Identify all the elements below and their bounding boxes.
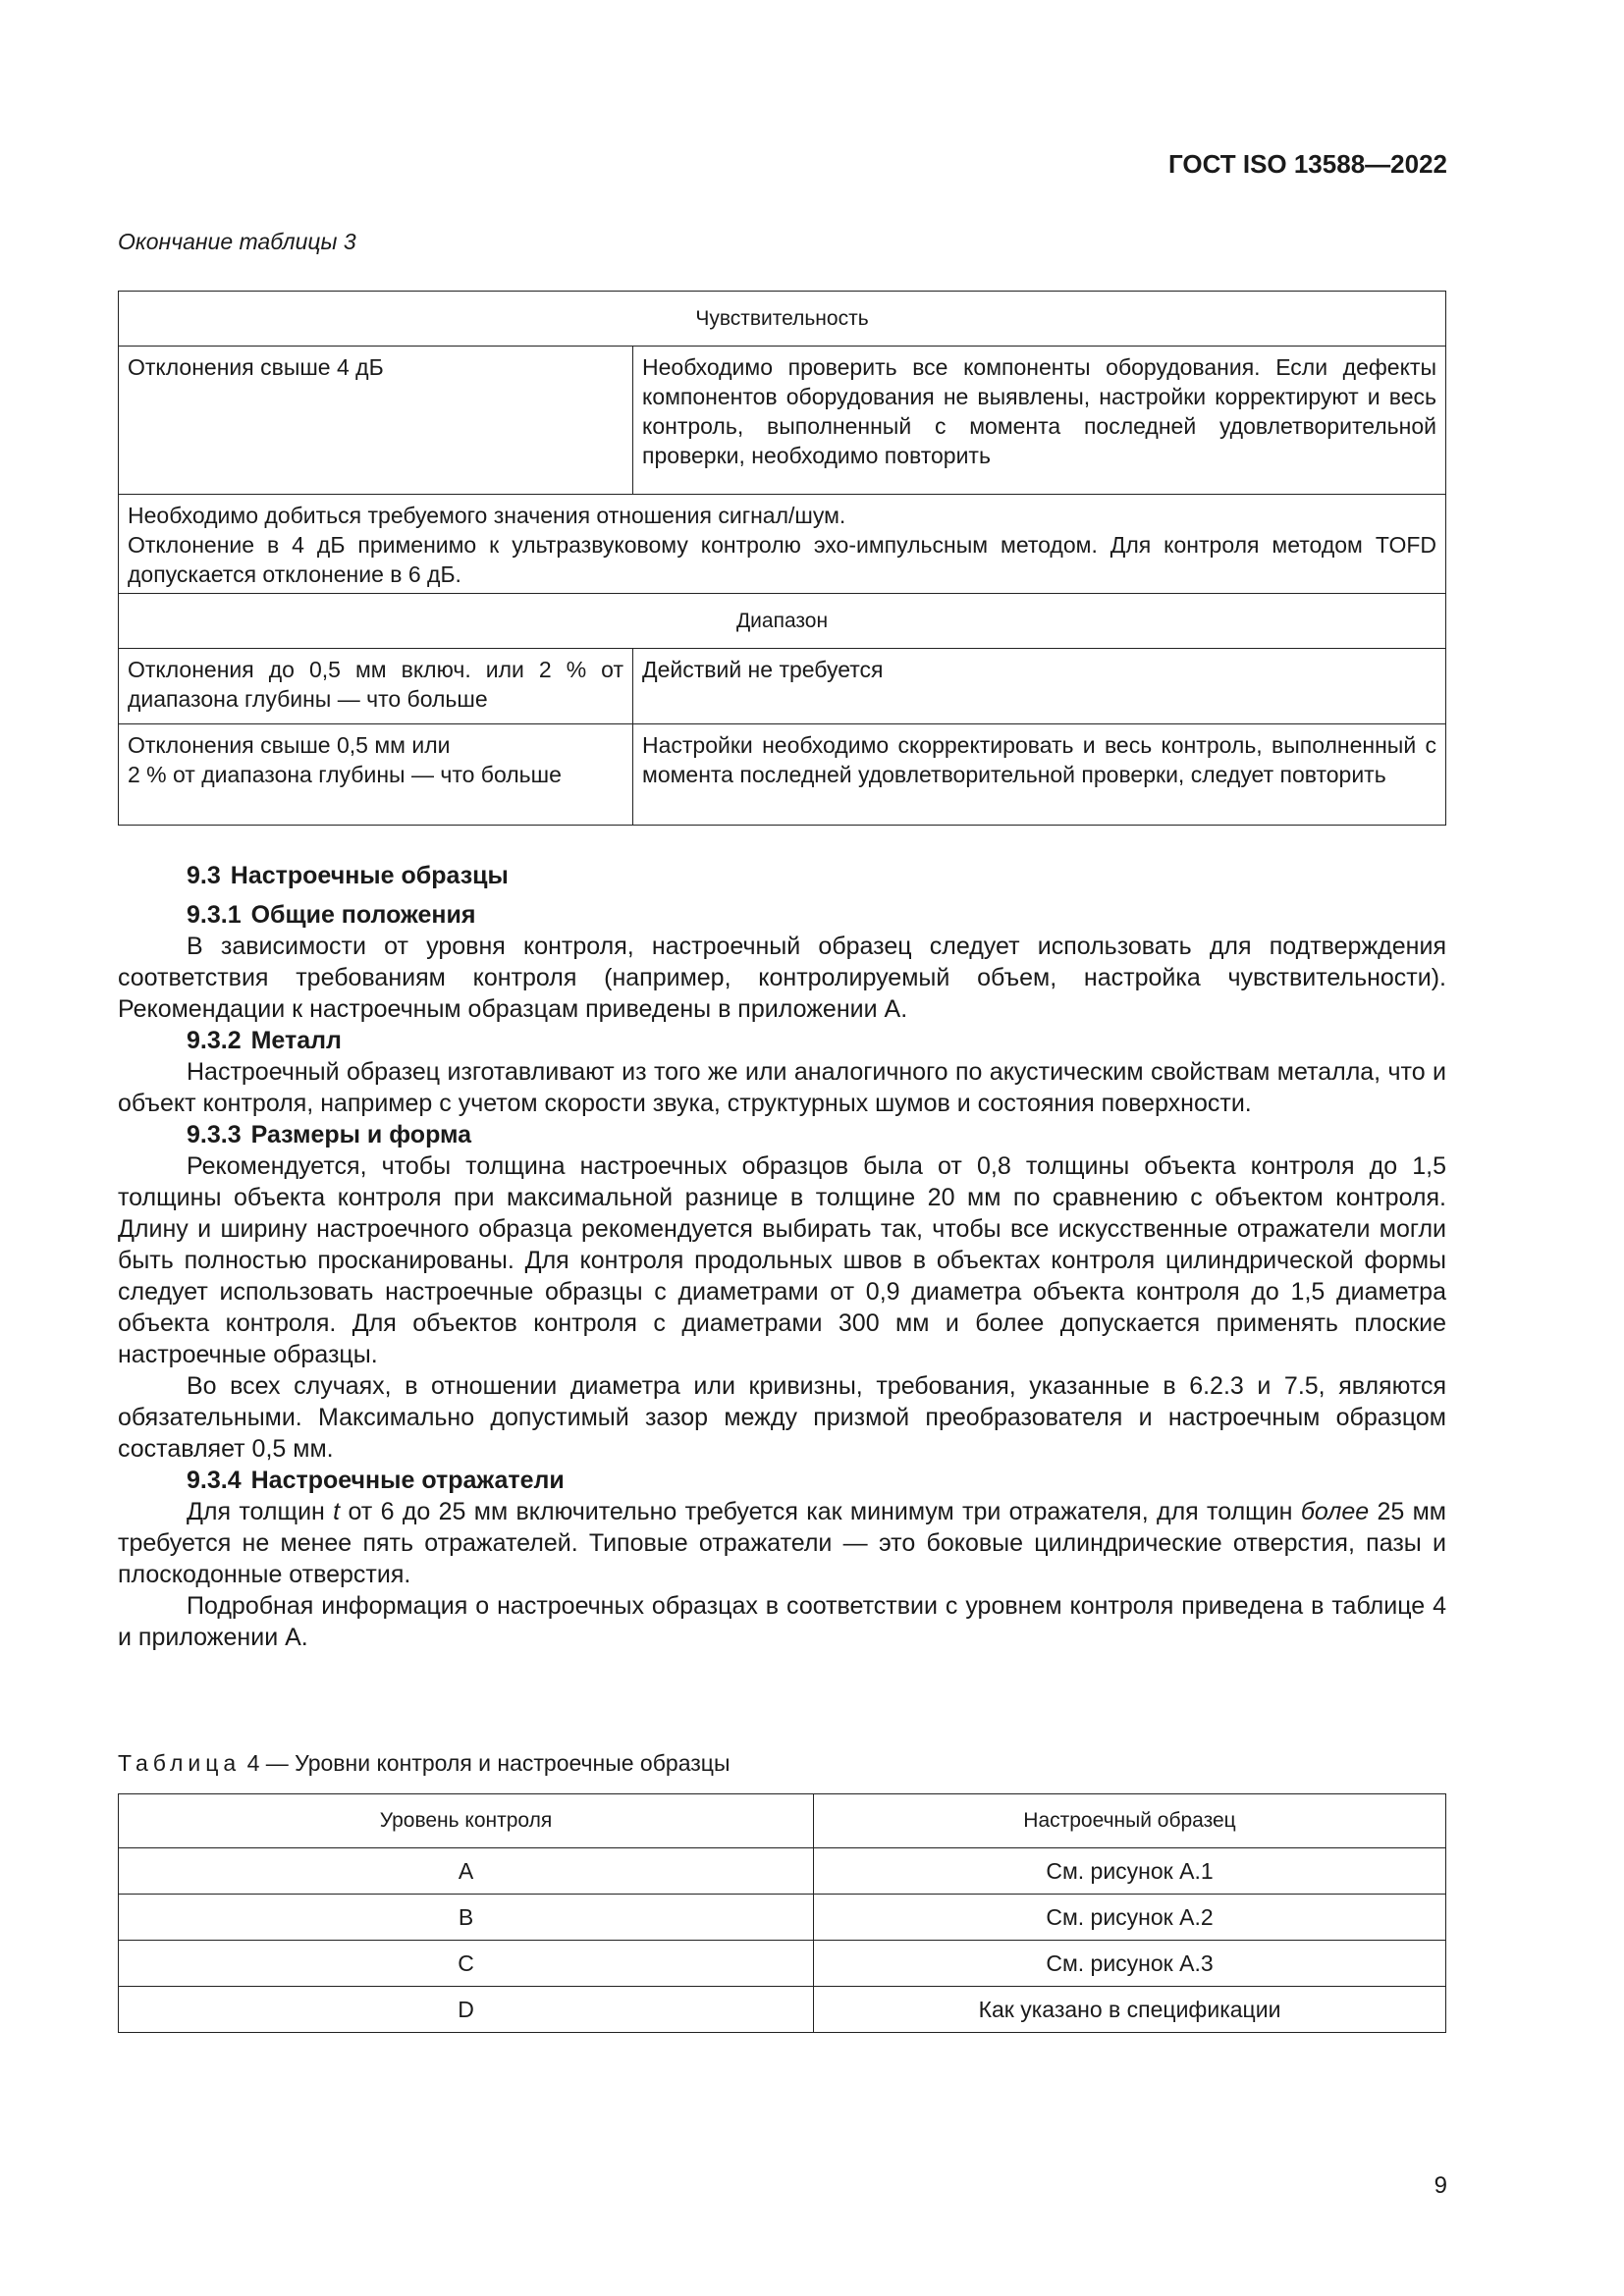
table-cell: Отклонения свыше 4 дБ [119,347,633,495]
column-header: Настроечный образец [814,1794,1446,1848]
range-header: Диапазон [119,594,1446,649]
table-cell: Как указано в спецификации [814,1987,1446,2033]
table4-caption: Таблица 4 — Уровни контроля и настроечные образцы [118,1750,731,1776]
note-line: Отклонение в 4 дБ применимо к ультразвуковому контролю эхо-импульсным методом. Для контроля методом TOFD допускается отклонение в 6 дБ. [128,532,1436,587]
table-row [119,649,1446,724]
table-cell: В [119,1895,814,1941]
table4 [118,1793,1446,2033]
note-line: Необходимо добиться требуемого значения отношения сигнал/шум. [128,503,846,528]
page-number: 9 [1434,2172,1447,2199]
table-cell: Настройки необходимо скорректировать и весь контроль, выполненный с момента последней удовлетворительной проверки, следует повторить [633,724,1446,826]
table-row [119,347,1446,495]
paragraph: В зависимости от уровня контроля, настроечный образец следует использовать для подтверждения соответствия требованиям контроля (например, контролируемый объем, настройка чувствительности). Рекомендации к настроечным образцам приведены в приложении А. [118,933,1446,1023]
column-header: Уровень контроля [119,1794,814,1848]
table-row [119,1895,1446,1941]
table-cell: Отклонения до 0,5 мм включ. или 2 % от диапазона глубины — что больше [119,649,633,724]
section-heading: 9.3 Настроечные образцы [187,862,509,889]
paragraph: Подробная информация о настроечных образцах в соответствии с уровнем контроля приведена в таблице 4 и приложении А. [118,1592,1446,1651]
table-row [119,495,1446,594]
sensitivity-header: Чувствительность [119,292,1446,347]
table-cell: См. рисунок А.2 [814,1895,1446,1941]
body-text [118,860,1446,1653]
section-heading: 9.3.2 Металл [187,1027,342,1054]
section-heading: 9.3.1 Общие положения [187,901,476,929]
table-cell: См. рисунок А.1 [814,1848,1446,1895]
paragraph: Рекомендуется, чтобы толщина настроечных образцов была от 0,8 толщины объекта контроля до 1,5 толщины объекта контроля при максимальной разнице в толщине 20 мм по сравнению с объектом контроля. Длину и ширину настроечного образца рекомендуется выбирать так, чтобы все искусственные отражатели могли быть полностью просканированы. Для контроля продольных швов в объектах контроля цилиндрической формы следует использовать настроечные образцы с диаметрами от 0,9 диаметра объекта контроля до 1,5 диаметра объекта контроля. Для объектов контроля с диаметрами 300 мм и более допускается применять плоские настроечные образцы. [118,1152,1446,1368]
section-heading: 9.3.3 Размеры и форма [187,1121,472,1148]
table-cell: Необходимо проверить все компоненты оборудования. Если дефекты компонентов оборудования не выявлены, настройки корректируют и весь контроль, выполненный с момента последней удовлетворительной проверки, необходимо повторить [633,347,1446,495]
table-cell: D [119,1987,814,2033]
table-note [119,495,1446,594]
table-cell: Действий не требуется [633,649,1446,724]
table3 [118,291,1446,826]
table3-caption: Окончание таблицы 3 [118,229,356,254]
section-heading: 9.3.4 Настроечные отражатели [187,1467,565,1494]
table-row [119,1941,1446,1987]
table-row [119,1848,1446,1895]
table-cell: См. рисунок А.3 [814,1941,1446,1987]
paragraph: Настроечный образец изготавливают из того же или аналогичного по акустическим свойствам металла, что и объект контроля, например с учетом скорости звука, структурных шумов и состояния поверхности. [118,1058,1446,1117]
table-cell: С [119,1941,814,1987]
document-code: ГОСТ ISO 13588—2022 [1167,149,1447,179]
paragraph: Для толщин t от 6 до 25 мм включительно требуется как минимум три отражателя, для толщин более 25 мм требуется не менее пять отражателей. Типовые отражатели — это боковые цилиндрические отверстия, пазы и плоскодонные отверстия. [118,1498,1446,1588]
table-row [119,724,1446,826]
table-cell: А [119,1848,814,1895]
table-cell [119,724,633,826]
cell-line: 2 % от диапазона глубины — что больше [128,762,562,787]
table-row [119,1987,1446,2033]
cell-line: Отклонения свыше 0,5 мм или [128,732,451,758]
paragraph: Во всех случаях, в отношении диаметра или кривизны, требования, указанные в 6.2.3 и 7.5, являются обязательными. Максимально допустимый зазор между призмой преобразователя и настроечным образцом составляет 0,5 мм. [118,1372,1446,1463]
table-header-row [119,1794,1446,1848]
